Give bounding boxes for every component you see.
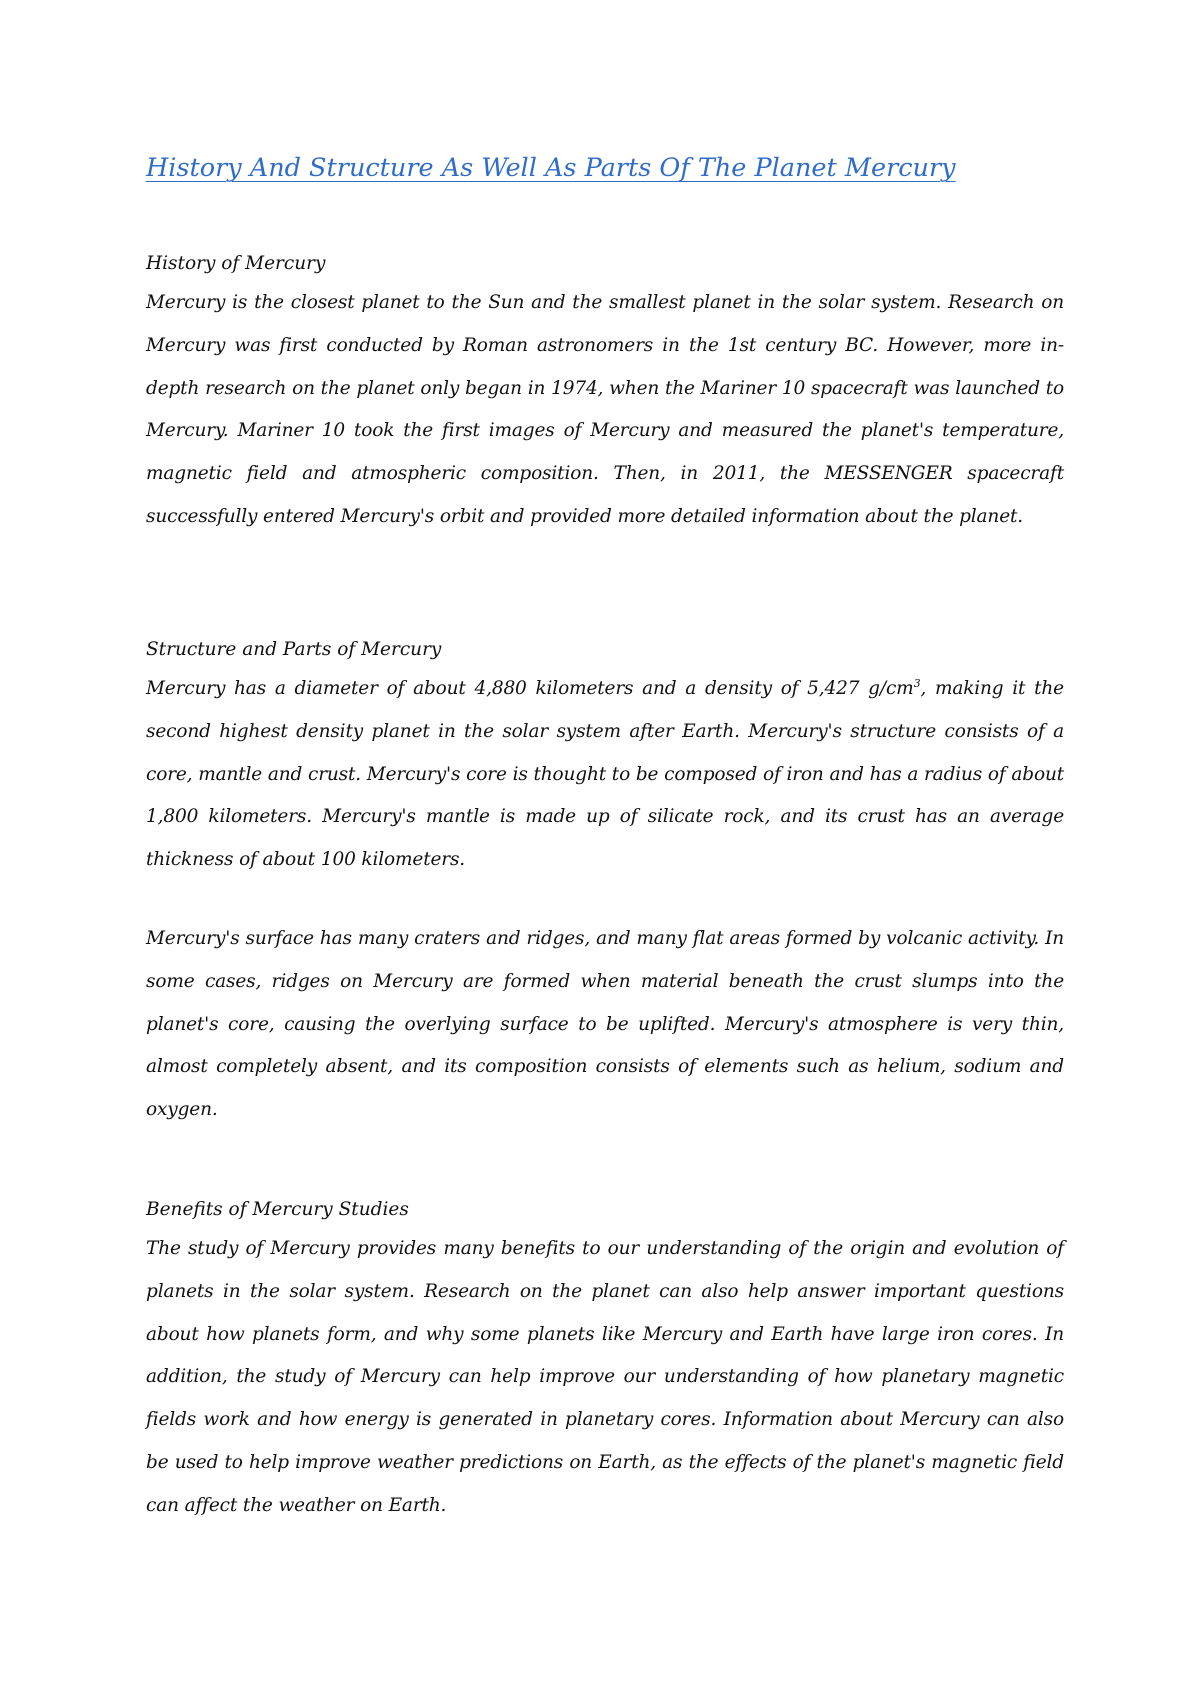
section-heading-structure: Structure and Parts of Mercury: [146, 639, 442, 660]
section-benefits: [146, 1188, 1064, 1528]
section-surface: [146, 918, 1064, 1132]
paragraph-structure: [146, 668, 1064, 882]
paragraph-history: Mercury is the closest planet to the Sun and the smallest planet in the solar system. Research on Mercury was first conducted by Roman astronomers in the 1st century BC. However, more in-depth research on the planet only began in 1974, when the Mariner 10 spacecraft was launched to Mercury. Mariner 10 took the first images of Mercury and measured the planet's temperature, magnetic field and atmospheric composition. Then, in 2011, the MESSENGER spacecraft successfully entered Mercury's orbit and provided more detailed information about the planet.: [146, 292, 1064, 527]
paragraph-surface: Mercury's surface has many craters and ridges, and many flat areas formed by volcanic activity. In some cases, ridges on Mercury are formed when material beneath the crust slumps into the planet's core, causing the overlying surface to be uplifted. Mercury's atmosphere is very thin, almost completely absent, and its composition consists of elements such as helium, sodium and oxygen.: [146, 928, 1064, 1121]
document-title: History And Structure As Well As Parts Of The Planet Mercury: [146, 153, 956, 183]
paragraph-structure-part2: , making it the second highest density planet in the solar system after Earth. Mercury's structure consists of a core, mantle and crust. Mercury's core is thought to be composed of iron and has a radius of about 1,800 kilometers. Mercury's mantle is made up of silicate rock, and its crust has an average thickness of about 100 kilometers.: [146, 678, 1064, 871]
paragraph-structure-part1: Mercury has a diameter of about 4,880 kilometers and a density of 5,427 g/cm: [146, 678, 914, 699]
section-history: [146, 242, 1064, 539]
section-heading-history: History of Mercury: [146, 253, 326, 274]
superscript-cubed: 3: [913, 676, 921, 690]
section-heading-benefits: Benefits of Mercury Studies: [146, 1199, 409, 1220]
section-structure: [146, 628, 1064, 882]
paragraph-benefits: The study of Mercury provides many benefits to our understanding of the origin and evolution of planets in the solar system. Research on the planet can also help answer important questions about how planets form, and why some planets like Mercury and Earth have large iron cores. In addition, the study of Mercury can help improve our understanding of how planetary magnetic fields work and how energy is generated in planetary cores. Information about Mercury can also be used to help improve weather predictions on Earth, as the effects of the planet's magnetic field can affect the weather on Earth.: [146, 1238, 1064, 1516]
